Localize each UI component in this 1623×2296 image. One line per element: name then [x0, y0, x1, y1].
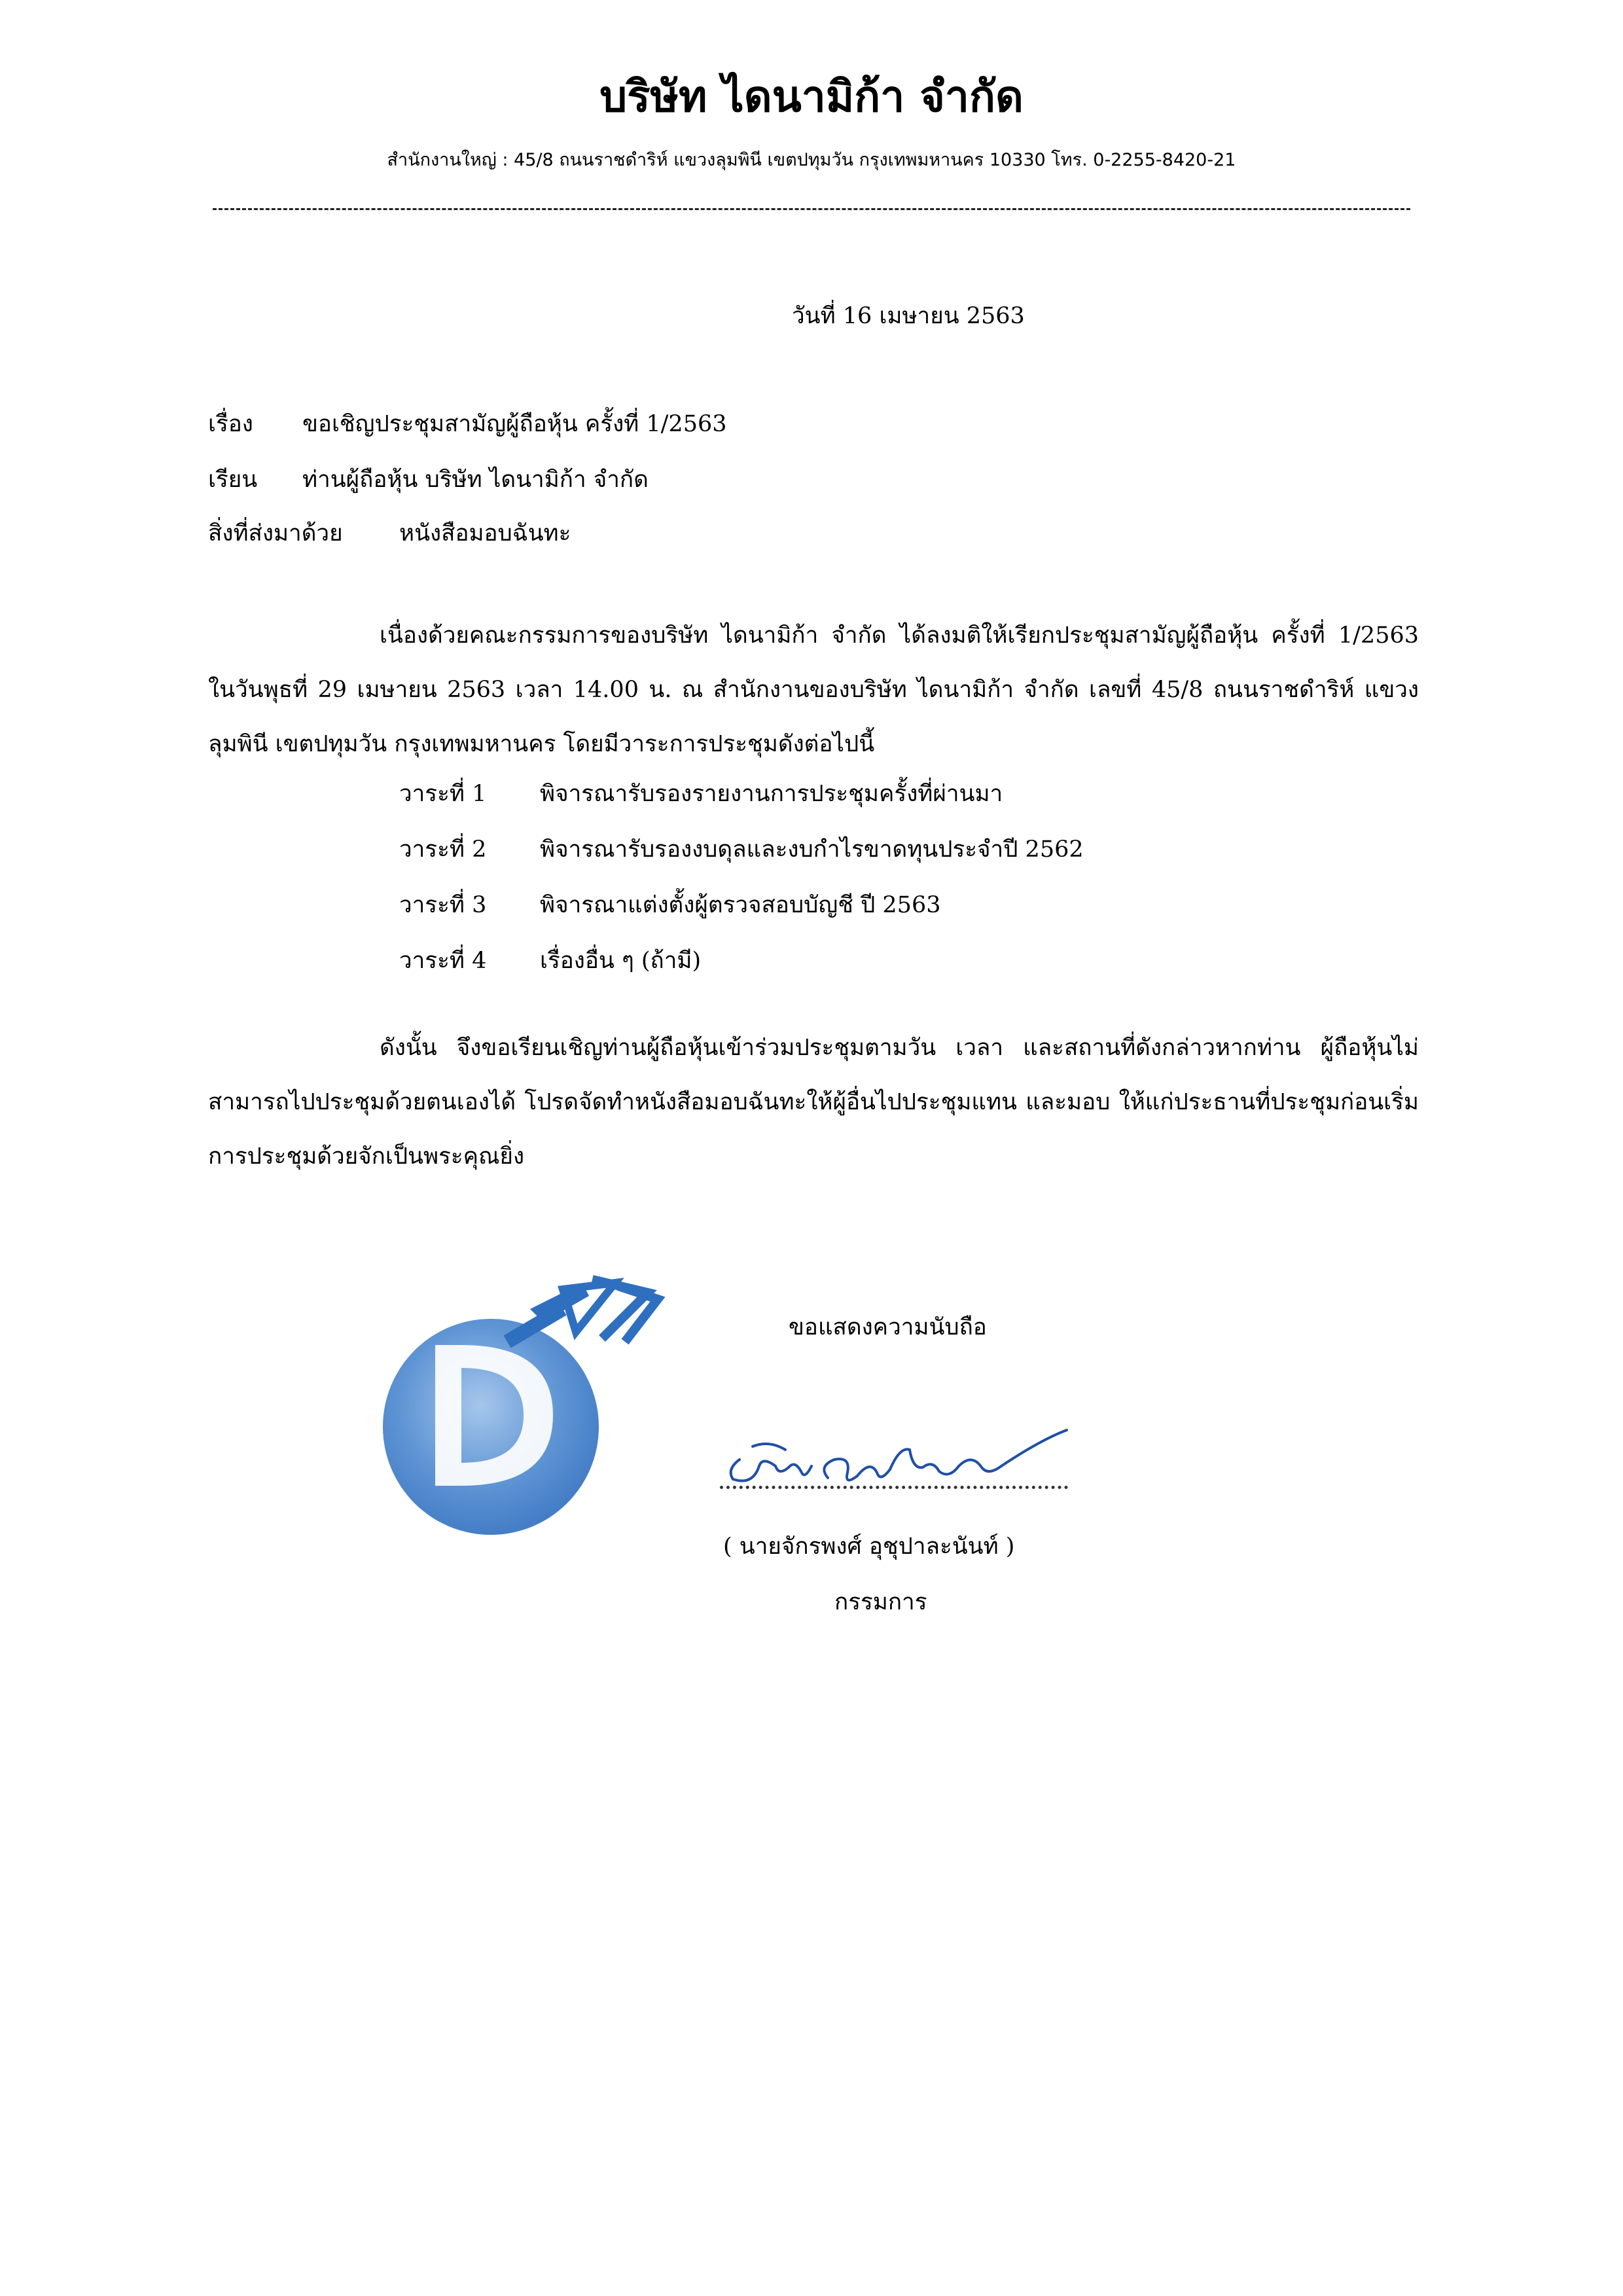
company-address: สำนักงานใหญ่ : 45/8 ถนนราชดำริห์ แขวงลุมพินี เขตปทุมวัน กรุงเทพมหานคร 10330 โทร. 0-2255-8420-21: [387, 150, 1236, 170]
closing-paragraph: ดังนั้น จึงขอเรียนเชิญท่านผู้ถือหุ้นเข้าร่วมประชุมตามวัน เวลา และสถานที่ดังกล่าวหากท่าน ผู้ถือหุ้นไม่สามารถไปประชุมด้วยตนเองได้ โปรดจัดทำหนังสือมอบฉันทะให้ผู้อื่นไปประชุมแทน และมอบ ให้แก่ประธานที่ประชุมก่อนเริ่มการประชุมด้วยจักเป็นพระคุณยิ่ง: [208, 1035, 1419, 1170]
handwritten-signature: [713, 1420, 1080, 1495]
company-logo-icon: [366, 1270, 674, 1545]
enclosure-text: หนังสือมอบฉันทะ: [399, 520, 571, 547]
company-name: บริษัท ไดนามิก้า จำกัด: [599, 71, 1024, 122]
recipient-text: ท่านผู้ถือหุ้น บริษัท ไดนามิก้า จำกัด: [302, 467, 649, 493]
agenda-item: พิจารณารับรองรายงานการประชุมครั้งที่ผ่านมา: [540, 781, 1003, 807]
agenda-item: เรื่องอื่น ๆ (ถ้ามี): [540, 948, 702, 974]
agenda-item: พิจารณาแต่งตั้งผู้ตรวจสอบบัญชี ปี 2563: [540, 892, 941, 918]
recipient-label: เรียน: [208, 467, 258, 493]
letter-date: วันที่ 16 เมษายน 2563: [792, 303, 1025, 329]
subject-text: ขอเชิญประชุมสามัญผู้ถือหุ้น ครั้งที่ 1/2563: [302, 411, 727, 437]
company-seal: [366, 1270, 674, 1547]
agenda-item: พิจารณารับรองงบดุลและงบกำไรขาดทุนประจำปี 2562: [540, 836, 1084, 863]
signature-line: [720, 1486, 1068, 1489]
agenda-number: วาระที่ 1: [399, 781, 487, 807]
agenda-number: วาระที่ 2: [399, 836, 487, 863]
agenda-number: วาระที่ 4: [399, 948, 487, 974]
subject-label: เรื่อง: [208, 411, 253, 437]
signer-title: กรรมการ: [834, 1589, 927, 1615]
signer-name: ( นายจักรพงศ์ อุชุปาละนันท์ ): [723, 1534, 1015, 1560]
closing-salutation: ขอแสดงความนับถือ: [789, 1314, 987, 1340]
body-paragraph: เนื่องด้วยคณะกรรมการของบริษัท ไดนามิก้า จำกัด ได้ลงมติให้เรียกประชุมสามัญผู้ถือหุ้น ครั้งที่ 1/2563 ในวันพุธที่ 29 เมษายน 2563 เวลา 14.00 น. ณ สำนักงานของบริษัท ไดนามิก้า จำกัด เลขที่ 45/8 ถนนราชดำริห์ แขวงลุมพินี เขตปทุมวัน กรุงเทพมหานคร โดยมีวาระการประชุมดังต่อไปนี้: [208, 622, 1419, 757]
enclosure-label: สิ่งที่ส่งมาด้วย: [208, 520, 343, 547]
header-divider: [213, 208, 1410, 210]
agenda-number: วาระที่ 3: [399, 892, 487, 918]
